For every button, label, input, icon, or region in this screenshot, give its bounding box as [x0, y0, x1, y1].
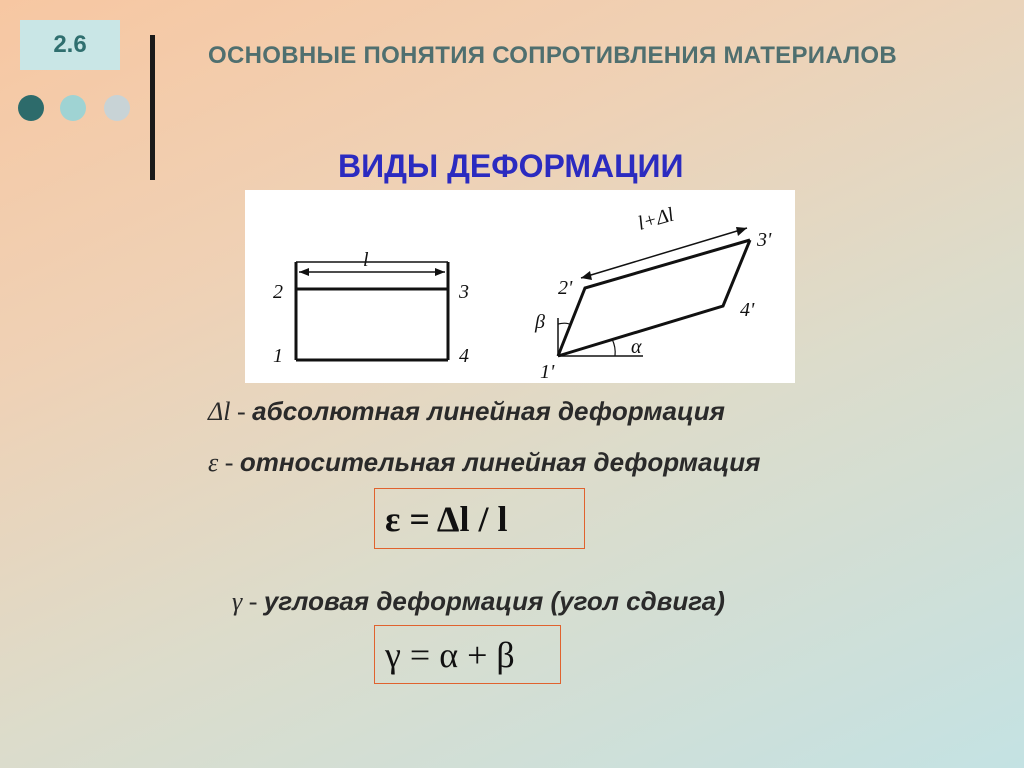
definition-text: абсолютная линейная деформация: [252, 396, 725, 426]
dash: -: [242, 587, 264, 616]
delta-l-symbol: Δl: [208, 397, 231, 426]
gamma-symbol: γ: [232, 587, 243, 616]
strain-formula-box: ε = Δl / l: [374, 488, 585, 549]
point-4-label: 4: [459, 345, 469, 367]
point-3-label: 3: [459, 281, 469, 303]
shear-formula-box: γ = α + β: [374, 625, 561, 684]
definition-relative: [208, 447, 760, 478]
deformation-figure: [245, 190, 795, 383]
point-1p-label: 1': [540, 361, 555, 383]
point-1-label: 1: [273, 345, 283, 367]
decor-dot-dark: [18, 95, 44, 121]
deformed-element: [534, 204, 772, 383]
original-element: [273, 249, 469, 367]
definition-text: относительная линейная деформация: [239, 447, 761, 477]
point-3p-label: 3': [757, 229, 772, 251]
decor-dot-gray: [104, 95, 130, 121]
point-4p-label: 4': [740, 299, 755, 321]
deformed-length-label: l+Δl: [635, 203, 677, 235]
header-divider: [150, 35, 155, 180]
header-title: ОСНОВНЫЕ ПОНЯТИЯ СОПРОТИВЛЕНИЯ МАТЕРИАЛОВ: [208, 42, 897, 69]
alpha-label: α: [631, 336, 642, 358]
section-title: ВИДЫ ДЕФОРМАЦИИ: [338, 148, 684, 184]
point-2-label: 2: [273, 281, 283, 303]
deformation-diagram: [245, 190, 795, 383]
decor-dot-light: [60, 95, 86, 121]
slide-number-badge: 2.6: [20, 20, 120, 70]
epsilon-symbol: ε: [208, 448, 219, 477]
definition-text: угловая деформация (угол сдвига): [263, 586, 725, 616]
dash: -: [230, 397, 253, 426]
length-label: l: [363, 249, 369, 271]
dash: -: [218, 448, 240, 477]
definition-angular: [232, 586, 725, 617]
beta-label: β: [535, 311, 545, 333]
definition-absolute: [208, 396, 725, 427]
point-2p-label: 2': [558, 277, 573, 299]
